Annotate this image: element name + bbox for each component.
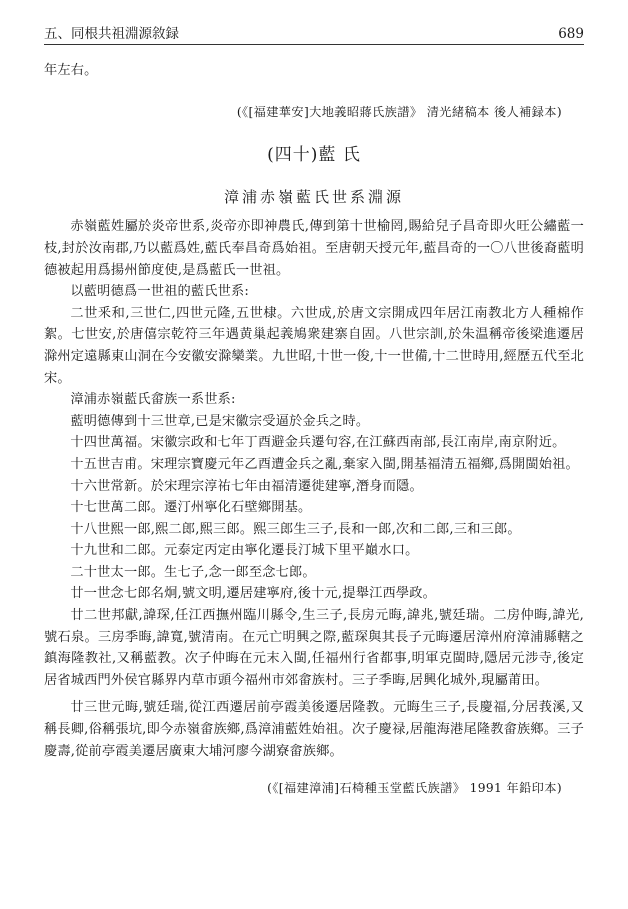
paragraph-gen-18: 十八世熙一郎,熙二郎,熙三郎。熙三郎生三子,長和一郎,次和二郎,三和三郎。 xyxy=(70,521,521,537)
sub-title: 漳浦赤嶺藍氏世系淵源 xyxy=(223,187,404,206)
paragraph-gen-15: 十五世吉甫。宋理宗寶慶元年乙酉遭金兵之亂,棄家入閩,開基福清五福鄉,爲開閩始祖。 xyxy=(70,456,579,472)
paragraph-lineage-heading: 以藍明德爲一世祖的藍氏世系: xyxy=(70,284,250,300)
paragraph-zhangpu-heading: 漳浦赤嶺藍氏畲族一系世系: xyxy=(70,392,236,408)
page-body xyxy=(44,60,584,800)
paragraph-gen-20: 二十世太一郎。生七子,念一郎至念七郎。 xyxy=(70,564,316,580)
section-title: (四十)藍 氏 xyxy=(267,145,361,166)
paragraph-gen-21: 廿一世念七郎名炯,號文明,遷居建寧府,後十元,提舉江西學政。 xyxy=(70,586,437,602)
paragraph-intro: 赤嶺藍姓屬於炎帝世系,炎帝亦即神農氏,傳到第十世榆罔,賜給兒子昌奇即火旺公繡藍一枝,封於汝南郡,乃以藍爲姓,藍氏奉昌奇爲始祖。至唐朝天授元年,藍昌奇的一〇八世後裔藍明德被起用爲揚州節度使,是爲藍氏一世祖。 xyxy=(44,219,584,278)
header-divider xyxy=(44,44,584,45)
paragraph-gen-13: 藍明德傳到十三世章,已是宋徽宗受逼於金兵之時。 xyxy=(70,413,370,429)
header-section-title: 五、同根共祖淵源敘録 xyxy=(44,26,179,42)
paragraph-gen-19: 十九世和二郎。元泰定丙定由寧化遷長汀城下里平巔水口。 xyxy=(70,543,419,559)
lead-line: 年左右。 xyxy=(44,63,98,78)
running-header xyxy=(44,20,584,42)
paragraph-gen-14: 十四世萬福。宋徽宗政和七年丁酉避金兵遷句容,在江蘇西南部,長江南岸,南京附近。 xyxy=(70,435,566,451)
paragraph-gen-16: 十六世常新。於宋理宗淳祐七年由福清遷徙建寧,潛身而隱。 xyxy=(70,478,423,494)
paragraph-generations-2-12: 二世釆和,三世仁,四世元隆,五世棣。六世成,於唐文宗開成四年居江南教北方人種棉作絮。七世安,於唐僖宗乾符三年遇黄巢起義鳩衆建寨自固。八世宗訓,於朱温稱帝後梁進遷居滁州定遠縣東山洞在今安徽安滁欒業。九世昭,十世一俊,十一世備,十二世時用,經歷五代至北宋。 xyxy=(44,305,584,386)
paragraph-gen-17: 十七世萬二郎。遷汀州寧化石壁鄉開基。 xyxy=(70,500,312,516)
paragraph-gen-22: 廿二世邦獻,諱琛,任江西撫州臨川縣令,生三子,長房元晦,諱兆,號廷瑞。二房仲晦,諱光,號石泉。三房季晦,諱寬,號清南。在元亡明興之際,藍琛與其長子元晦遷居漳州府漳浦縣轄之鎮海隆教社,又稱藍教。次子仲晦在元末入閩,任福州行省都事,明軍克閩時,隱居元涉寺,後定居省城西門外侯官縣界内草市頭今福州市郊畲族村。三子季晦,居興化城外,現屬莆田。 xyxy=(44,608,584,688)
citation-source-1: (《[福建華安]大地義昭蔣氏族譜》 清光緒稿本 後人補録本) xyxy=(236,104,562,119)
page-number: 689 xyxy=(558,26,584,42)
paragraph-gen-23: 廿三世元晦,號廷瑞,從江西遷居前亭霞美後遷居隆教。元晦生三子,長慶福,分居莪溪,又稱長卿,俗稱張坑,即今赤嶺畲族鄉,爲漳浦藍姓始祖。次子慶禄,居龍海港尾隆教畲族鄉。三子慶壽,從前亭霞美遷居廣東大埔河廖今湖寮畲族鄉。 xyxy=(44,700,584,759)
citation-source-2: (《[福建漳浦]石椅種玉堂藍氏族譜》 1991 年鉛印本) xyxy=(267,781,562,796)
